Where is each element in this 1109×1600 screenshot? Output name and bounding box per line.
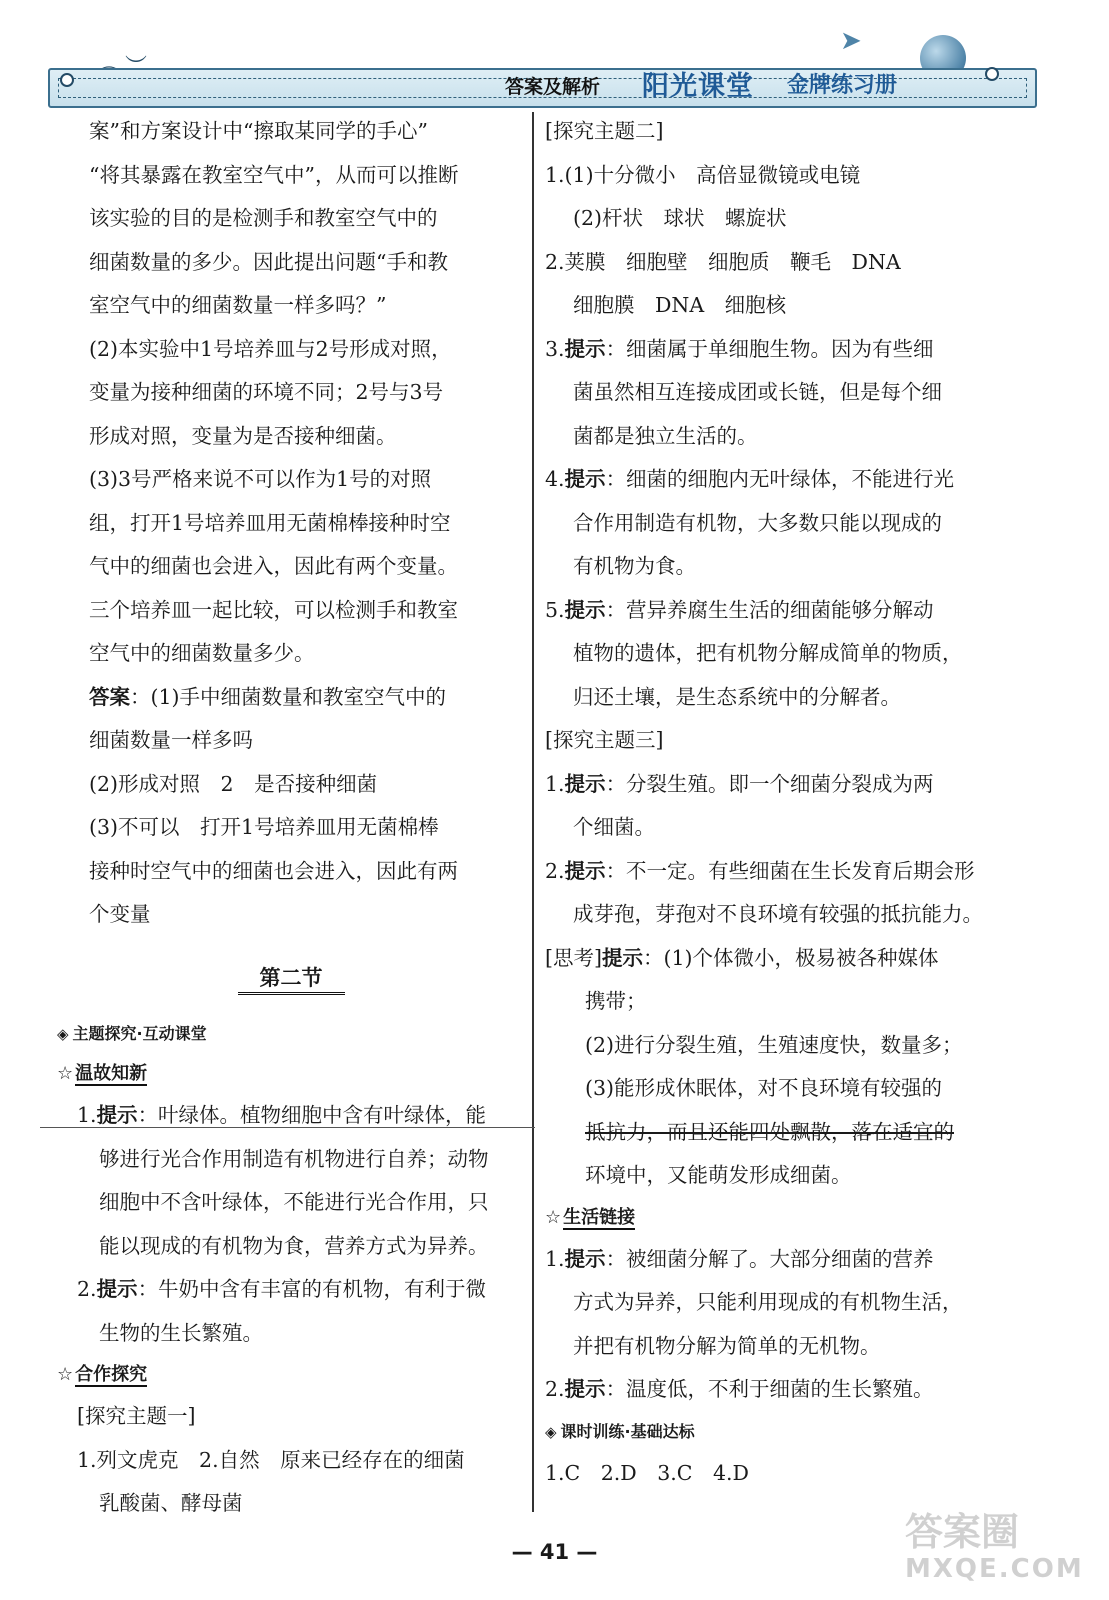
hint-label: 提示 — [564, 467, 606, 491]
text-line: “将其暴露在教室空气中”，从而可以推断 — [89, 162, 459, 187]
star-icon: ☆ — [545, 1206, 562, 1228]
struck-text-line: 抵抗力，而且还能四处飘散，落在适宜的 — [585, 1119, 954, 1144]
text-line: 2.荚膜 细胞壁 细胞质 鞭毛 DNA — [545, 249, 901, 274]
header-answers-label: 答案及解析 — [505, 76, 601, 98]
left-column — [57, 110, 525, 1526]
hint-label: 提示 — [602, 945, 643, 970]
item-text: ：牛奶中含有丰富的有机物，有利于微 — [137, 1277, 487, 1301]
paragraph — [57, 328, 525, 459]
text-line: 该实验的目的是检测手和教室空气中的 — [89, 206, 438, 230]
item-text: ：被细菌分解了。大部分细菌的营养 — [605, 1246, 934, 1271]
text-line: 1.(1)十分微小 高倍显微镜或电镜 — [545, 162, 861, 187]
list-item — [545, 850, 1025, 894]
page-number: — 41 — — [511, 1540, 598, 1564]
text-line: (3)3号严格来说不可以作为1号的对照 — [89, 467, 432, 491]
text-line: (2)进行分裂生殖，生殖速度快，数量多； — [585, 1032, 963, 1057]
item-text: ：叶绿体。植物细胞中含有叶绿体，能 — [137, 1103, 487, 1127]
text-line: 细菌数量的多少。因此提出问题“手和教 — [89, 249, 448, 274]
header-book-title: 金牌练习册 — [787, 72, 898, 98]
item-number: 1. — [545, 1246, 565, 1271]
subheading-text: 合作探究 — [75, 1364, 148, 1385]
text-line: 组，打开1号培养皿用无菌棉棒接种时空 — [89, 510, 451, 535]
text-line: 植物的遗体，把有机物分解成简单的物质， — [573, 641, 963, 665]
paper-plane-icon: ➤ — [840, 26, 862, 56]
text-line: 个变量 — [89, 902, 151, 926]
hint-label: 提示 — [564, 771, 606, 796]
watermark-logo — [905, 1510, 1085, 1595]
text-line: 气中的细菌也会进入，因此有两个变量。 — [89, 554, 458, 578]
text-line: 够进行光合作用制造有机物进行自养；动物 — [99, 1146, 489, 1171]
text-line: 细胞中不含叶绿体，不能进行光合作用，只 — [99, 1190, 489, 1214]
text-line: 能以现成的有机物为食，营养方式为异养。 — [99, 1233, 489, 1258]
text-line: 室空气中的细菌数量一样多吗？” — [89, 293, 387, 317]
paragraph — [57, 458, 525, 589]
text-line: 形成对照，变量为是否接种细菌。 — [89, 423, 397, 448]
text-line: 携带； — [585, 989, 647, 1013]
header-dot-left — [60, 73, 74, 87]
column-divider — [532, 112, 534, 1512]
item-number: 2. — [77, 1277, 97, 1301]
item-text: ：温度低，不利于细菌的生长繁殖。 — [605, 1377, 934, 1401]
answer-text: ：(1)手中细菌数量和教室空气中的 — [130, 684, 447, 709]
text-line: 菌虽然相互连接成团或长链，但是每个细 — [573, 380, 942, 404]
text-line: 案”和方案设计中“擦取某同学的手心” — [89, 119, 428, 143]
item-text: ：不一定。有些细菌在生长发育后期会形 — [605, 858, 975, 883]
item-number: 5. — [545, 597, 565, 622]
subheading-life — [545, 1198, 1025, 1238]
text-line: 个细菌。 — [573, 815, 655, 839]
list-item — [77, 1094, 525, 1138]
banner-text: 课时训练·基础达标 — [560, 1421, 695, 1441]
star-icon: ☆ — [57, 1063, 74, 1084]
list-item — [77, 1268, 525, 1312]
item-text: ：细菌属于单细胞生物。因为有些细 — [605, 336, 934, 361]
list-item — [545, 458, 1025, 502]
review-list — [57, 1094, 525, 1355]
hint-label: 提示 — [564, 1246, 606, 1271]
text-line: 有机物为食。 — [573, 554, 696, 578]
subheading-coop — [57, 1355, 525, 1395]
hint-label: 提示 — [96, 1277, 138, 1301]
list-item — [545, 1368, 1025, 1412]
section-title-text: 第二节 — [238, 964, 345, 995]
hint-label: 提示 — [564, 597, 606, 622]
topic-heading: [探究主题三] — [545, 728, 664, 752]
paragraph — [57, 110, 525, 328]
text-line: 细胞膜 DNA 细胞核 — [573, 293, 787, 317]
paragraph — [57, 589, 525, 676]
think-item — [545, 937, 1025, 981]
star-icon: ☆ — [57, 1364, 74, 1385]
text-line: 变量为接种细菌的环境不同；2号与3号 — [89, 380, 444, 404]
item-number: 1. — [545, 771, 565, 796]
item-number: 4. — [545, 467, 565, 491]
text-line: (3)能形成休眠体，对不良环境有较强的 — [585, 1076, 943, 1100]
text-line: 归还土壤，是生态系统中的分解者。 — [573, 684, 901, 709]
text-line: 接种时空气中的细菌也会进入，因此有两 — [89, 858, 458, 883]
section-banner — [545, 1412, 1025, 1452]
hint-label: 提示 — [96, 1103, 138, 1127]
text-line: 成芽孢，芽孢对不良环境有较强的抵抗能力。 — [573, 902, 983, 926]
text-line: 乳酸菌、酵母菌 — [99, 1491, 243, 1515]
topic-heading: [探究主题二] — [545, 119, 664, 143]
text-line: 1.列文虎克 2.自然 原来已经存在的细菌 — [77, 1447, 465, 1472]
text-line: 菌都是独立生活的。 — [573, 423, 758, 448]
list-item — [545, 589, 1025, 633]
text-line — [89, 676, 525, 720]
text-line: (2)形成对照 2 是否接种细菌 — [89, 771, 378, 796]
topic-heading: [探究主题一] — [77, 1404, 196, 1428]
header-dot-right — [985, 67, 999, 81]
text-line: 合作用制造有机物，大多数只能以现成的 — [573, 510, 942, 535]
banner-text: 主题探究·互动课堂 — [72, 1024, 207, 1043]
answer-label: 答案 — [89, 684, 130, 709]
header-brand: 阳光课堂 — [642, 71, 754, 102]
subheading-review — [57, 1054, 525, 1094]
subheading-text: 生活链接 — [563, 1206, 636, 1228]
item-number: 3. — [545, 336, 565, 361]
section-title — [57, 957, 525, 1001]
hint-label: 提示 — [564, 1377, 606, 1401]
section-banner — [57, 1014, 525, 1054]
text-line: 细菌数量一样多吗 — [89, 728, 253, 752]
list-item — [545, 328, 1025, 372]
item-text: ：(1)个体微小，极易被各种媒体 — [643, 945, 939, 970]
subheading-text: 温故知新 — [75, 1063, 148, 1084]
text-line: 方式为异养，只能利用现成的有机物生活， — [573, 1290, 963, 1314]
think-prefix: [思考] — [545, 945, 602, 970]
hint-label: 提示 — [564, 858, 606, 883]
text-line: 三个培养皿一起比较，可以检测手和教室 — [89, 597, 458, 622]
item-text: ：细菌的细胞内无叶绿体，不能进行光 — [605, 467, 955, 491]
text-line: 生物的生长繁殖。 — [99, 1320, 263, 1345]
text-line: (2)本实验中1号培养皿与2号形成对照， — [89, 336, 452, 361]
text-line: 环境中，又能萌发形成细菌。 — [585, 1163, 852, 1187]
text-line: 空气中的细菌数量多少。 — [89, 641, 315, 665]
hint-label: 提示 — [564, 336, 606, 361]
item-number: 1. — [77, 1103, 97, 1127]
item-text: ：营异养腐生生活的细菌能够分解动 — [605, 597, 934, 622]
text-line: 并把有机物分解为简单的无机物。 — [573, 1333, 881, 1358]
item-number: 2. — [545, 1377, 565, 1401]
text-line: (2)杆状 球状 螺旋状 — [573, 206, 787, 230]
item-number: 2. — [545, 858, 565, 883]
list-item — [545, 763, 1025, 807]
item-text: ：分裂生殖。即一个细菌分裂成为两 — [605, 771, 934, 796]
diamond-icon: ◈ — [545, 1422, 557, 1441]
watermark-text: 答案圈 — [905, 1510, 1020, 1554]
list-item — [545, 1238, 1025, 1282]
diamond-icon: ◈ — [57, 1025, 69, 1043]
watermark-url: MXQE.COM — [905, 1554, 1084, 1584]
answer-block — [57, 676, 525, 937]
text-line: (3)不可以 打开1号培养皿用无菌棉棒 — [89, 815, 439, 839]
topic1-block — [57, 1395, 525, 1526]
right-column — [545, 110, 1025, 1495]
answers-line: 1.C 2.D 3.C 4.D — [545, 1460, 749, 1485]
